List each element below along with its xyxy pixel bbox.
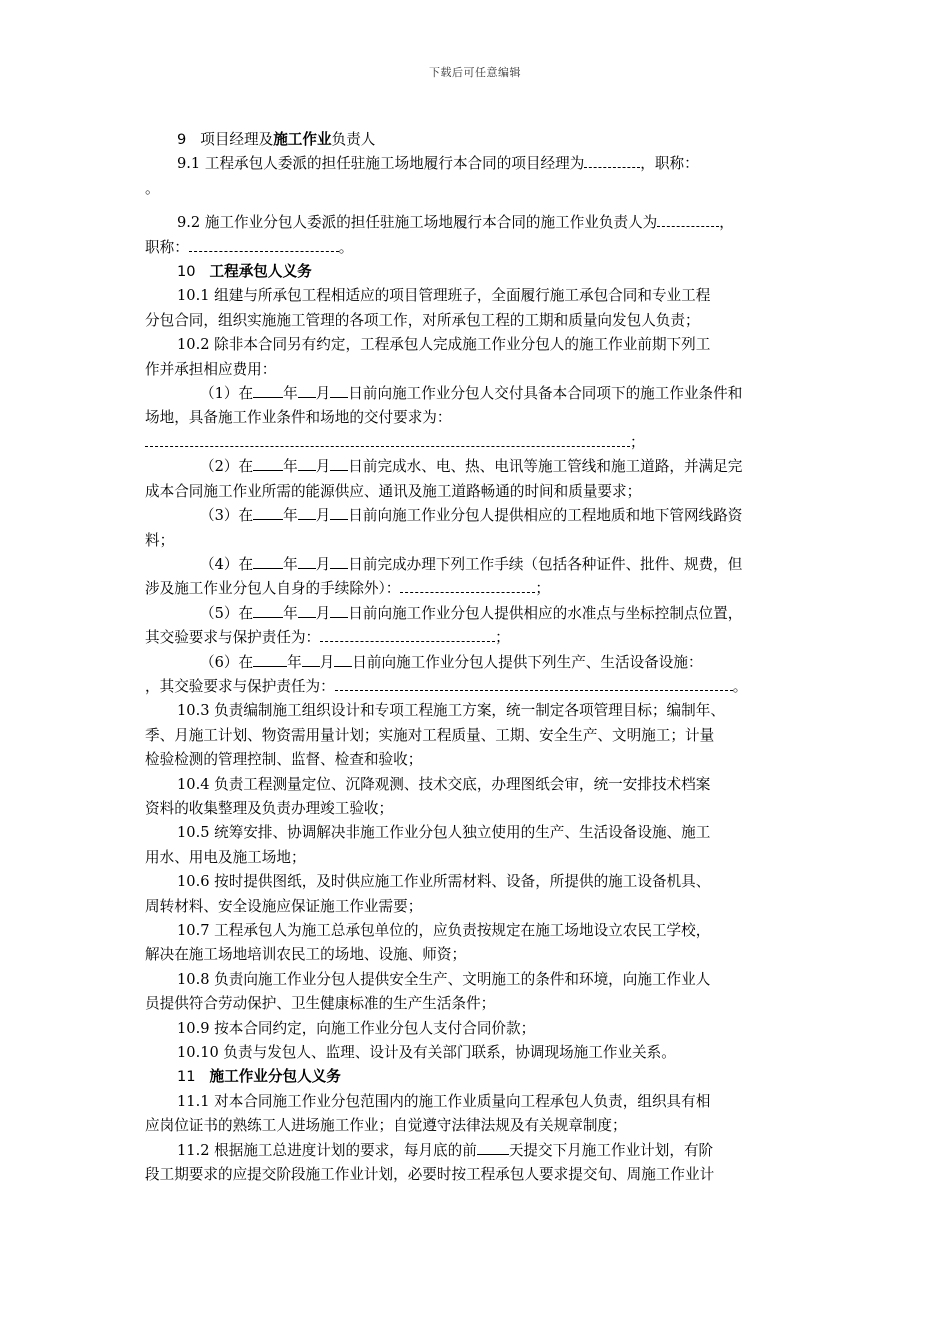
section-9-heading: 9 项目经理及施工作业负责人 <box>177 131 376 148</box>
clause-10-10: 10.10 负责与发包人、监理、设计及有关部门联系，协调现场施工作业关系。 <box>177 1044 676 1062</box>
contract-body: 9 项目经理及施工作业负责人 9.1 工程承包人委派的担任驻施工场地履行本合同的项目经理为 ，职称： 。 9.2 施工作业分包人委派的担任驻施工场地履行本合同的施工作业负责人为 ， 职称： 。 10 工程承包人义务 10.1 组建与所承包工程相适应的项目管理班子，全面履行施工承包合同和专业工程 分包合同，组织实施施工管理的各项工作，对所承包工程的工期和质量向发包人负责； 10.2 除非本合同另有约定，工程承包人完成施工作业分包人的施工作业前期下列工 作并承担相应费用： （1）在 年 月 日前向施工作业分包人交付具备本合同项下的施工作业条件和 场地，具备施工作业条件和场地的交付要求为： ； （2）在 年 月 日前完成水、电、热、电讯等施工管线和施工道路，并满足完 成本合同施工作业所需的能源供应、通讯及施工道路畅通的时间和质量要求； （3）在 年 月 日前向施工作业分包人提供相应的工程地质和地下管网线路资 料； （4）在 年 月 日前完成办理下列工作手续（包括各种证件、批件、规费，但 涉及施工作业分包人自身的手续除外）： ； （5）在 年 月 日前向施工作业分包人提供相应的水准点与坐标控制点位置， 其交验要求与保护责任为： ； （6）在 年 月 日前向施工作业分包人提供下列生产、生活设备设施： ，其交验要求与保护责任为： 。 10.3 负责编制施工组织设计和专项工程施工方案，统一制定各项管理目标；编制年、 季、月施工计划、物资需用量计划；实施对工程质量、工期、安全生产、文明施工；计量 检验检测的管理控制、监督、检查和验收； 10.4 负责工程测量定位、沉降观测、技术交底，办理图纸会审，统一安排技术档案 资料的收集整理及负责办理竣工验收； 10.5 统筹安排、协调解决非施工作业分包人独立使用的生产、生活设备设施、施工 用水、用电及施工场地； 10.6 按时提供图纸，及时供应施工作业所需材料、设备，所提供的施工设备机具、 周转材料、安全设施应保证施工作业需要； 10.7 工程承包人为施工总承包单位的，应负责按规定在施工场地设立农民工学校， 解决在施工场地培训农民工的场地、设施、师资； 10.8 负责向施工作业分包人提供安全生产、文明施工的条件和环境，向施工作业人 员提供符合劳动保护、卫生健康标准的生产生活条件； 10.9 按本合同约定，向施工作业分包人支付合同价款； 10.10 负责与发包人、监理、设计及有关部门联系，协调现场施工作业关系。 11 施工作业分包人义务 11.1 对本合同施工作业分包范围内的施工作业质量向工程承包人负责，组织具有相 应岗位证书的熟练工人进场施工作业；自觉遵守法律法规及有关规章制度； 11.2 根据施工总进度计划的要求，每月底的前 天提交下月施工作业计划，有阶 段工期要求的应提交阶段施工作业计划，必要时按工程承包人要求提交旬、周施工作业计 <box>145 128 805 1187</box>
clause-10-2: 10.2 除非本合同另有约定，工程承包人完成施工作业分包人的施工作业前期下列工 <box>177 336 711 354</box>
section-11-heading: 11 施工作业分包人义务 <box>177 1068 341 1086</box>
clause-9-1-end: 。 <box>145 179 160 197</box>
clause-10-8: 10.8 负责向施工作业分包人提供安全生产、文明施工的条件和环境，向施工作业人 <box>177 970 711 988</box>
year-field[interactable] <box>253 456 283 471</box>
item-3: （3）在 年 月 日前向施工作业分包人提供相应的工程地质和地下管网线路资 <box>200 507 743 525</box>
clause-9-2: 9.2 施工作业分包人委派的担任驻施工场地履行本合同的施工作业负责人为 ， <box>177 214 734 232</box>
item-5: （5）在 年 月 日前向施工作业分包人提供相应的水准点与坐标控制点位置， <box>200 604 743 622</box>
clause-10-5: 10.5 统筹安排、协调解决非施工作业分包人独立使用的生产、生活设备设施、施工 <box>177 824 711 842</box>
blank-field[interactable] <box>335 676 733 691</box>
year-field[interactable] <box>253 383 283 398</box>
clause-9-2-title: 职称： 。 <box>145 238 354 256</box>
blank-field[interactable] <box>145 432 630 447</box>
clause-11-1: 11.1 对本合同施工作业分包范围内的施工作业质量向工程承包人负责，组织具有相 <box>177 1092 711 1110</box>
section-10-heading: 10 工程承包人义务 <box>177 263 312 281</box>
day-field[interactable] <box>330 554 348 569</box>
month-field[interactable] <box>298 505 316 520</box>
clause-10-9: 10.9 按本合同约定，向施工作业分包人支付合同价款； <box>177 1019 536 1037</box>
blank-field[interactable] <box>657 212 719 227</box>
clause-10-1: 10.1 组建与所承包工程相适应的项目管理班子，全面履行施工承包合同和专业工程 <box>177 287 711 305</box>
month-field[interactable] <box>298 456 316 471</box>
day-field[interactable] <box>330 456 348 471</box>
page-header: 下载后可任意编辑 <box>429 66 521 79</box>
clause-10-3: 10.3 负责编制施工组织设计和专项工程施工方案，统一制定各项管理目标；编制年、 <box>177 702 725 720</box>
blank-field[interactable] <box>320 627 495 642</box>
year-field[interactable] <box>253 505 283 520</box>
clause-10-4: 10.4 负责工程测量定位、沉降观测、技术交底，办理图纸会审，统一安排技术档案 <box>177 775 711 793</box>
item-2: （2）在 年 月 日前完成水、电、热、电讯等施工管线和施工道路，并满足完 <box>200 458 743 476</box>
day-field[interactable] <box>330 383 348 398</box>
clause-10-7: 10.7 工程承包人为施工总承包单位的，应负责按规定在施工场地设立农民工学校， <box>177 922 711 939</box>
clause-9-1: 9.1 工程承包人委派的担任驻施工场地履行本合同的项目经理为 ，职称： <box>177 155 699 173</box>
clause-10-6: 10.6 按时提供图纸，及时供应施工作业所需材料、设备，所提供的施工设备机具、 <box>177 873 711 891</box>
month-field[interactable] <box>298 383 316 398</box>
day-field[interactable] <box>330 505 348 520</box>
blank-field[interactable] <box>189 237 339 252</box>
item-6: （6）在 年 月 日前向施工作业分包人提供下列生产、生活设备设施： <box>200 653 703 671</box>
day-field[interactable] <box>334 652 352 667</box>
month-field[interactable] <box>298 554 316 569</box>
clause-11-2: 11.2 根据施工总进度计划的要求，每月底的前 天提交下月施工作业计划，有阶 <box>177 1141 714 1159</box>
month-field[interactable] <box>302 652 320 667</box>
month-field[interactable] <box>298 603 316 618</box>
blank-field[interactable] <box>400 578 535 593</box>
blank-field[interactable] <box>584 153 640 168</box>
year-field[interactable] <box>253 603 283 618</box>
year-field[interactable] <box>253 554 283 569</box>
item-1: （1）在 年 月 日前向施工作业分包人交付具备本合同项下的施工作业条件和 <box>200 385 743 403</box>
days-field[interactable] <box>477 1140 509 1155</box>
year-field[interactable] <box>253 652 287 667</box>
item-4: （4）在 年 月 日前完成办理下列工作手续（包括各种证件、批件、规费，但 <box>200 555 743 573</box>
day-field[interactable] <box>330 603 348 618</box>
